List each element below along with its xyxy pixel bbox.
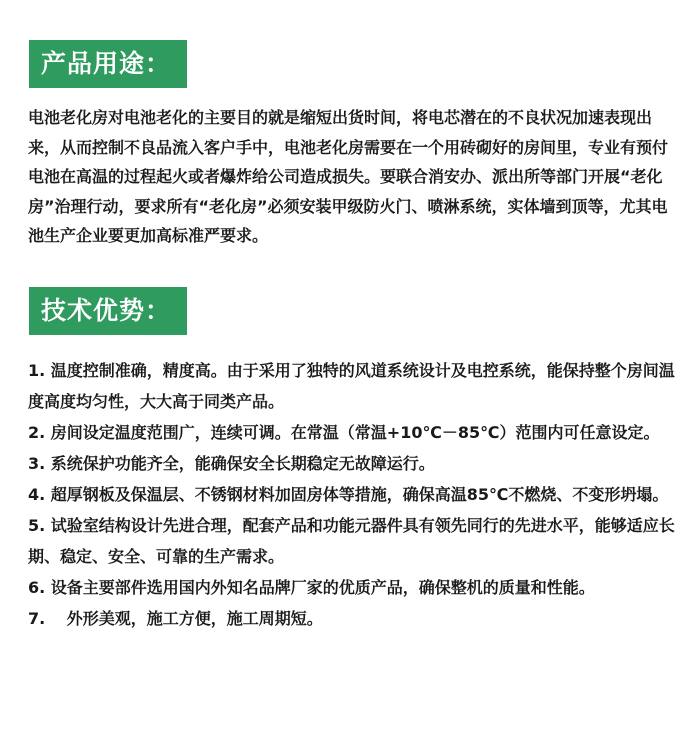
advantage-item-5: 5. 试验室结构设计先进合理，配套产品和功能元器件具有领先同行的先进水平，能够适应长期、稳定、安全、可靠的生产需求。 [28,516,675,566]
advantage-item-4: 4. 超厚钢板及保温层、不锈钢材料加固房体等措施，确保高温85℃不燃烧、不变形坍塌。 [28,485,669,504]
advantage-item-3: 3. 系统保护功能齐全，能确保安全长期稳定无故障运行。 [28,454,435,473]
advantages-section-title: 技术优势： [29,287,187,335]
advantage-item-1: 1. 温度控制准确，精度高。由于采用了独特的风道系统设计及电控系统，能保持整个房间温度高度均匀性，大大高于同类产品。 [28,361,675,411]
advantage-item-6: 6. 设备主要部件选用国内外知名品牌厂家的优质产品，确保整机的质量和性能。 [28,578,595,597]
advantages-list [28,355,678,634]
advantage-item-2: 2. 房间设定温度范围广，连续可调。在常温（常温+10℃－85℃）范围内可任意设定。 [28,423,660,442]
advantage-item-7: 7. 外形美观，施工方便，施工周期短。 [28,609,323,628]
usage-paragraph: 电池老化房对电池老化的主要目的就是缩短出货时间，将电芯潜在的不良状况加速表现出来，从而控制不良品流入客户手中，电池老化房需要在一个用砖砌好的房间里，专业有预付电池在高温的过程起火或者爆炸给公司造成损失。要联合消安办、派出所等部门开展“老化房”治理行动，要求所有“老化房”必须安装甲级防火门、喷淋系统，实体墙到顶等，尤其电池生产企业要更加高标准严要求。 [28,108,669,245]
usage-section-title: 产品用途： [29,40,187,88]
